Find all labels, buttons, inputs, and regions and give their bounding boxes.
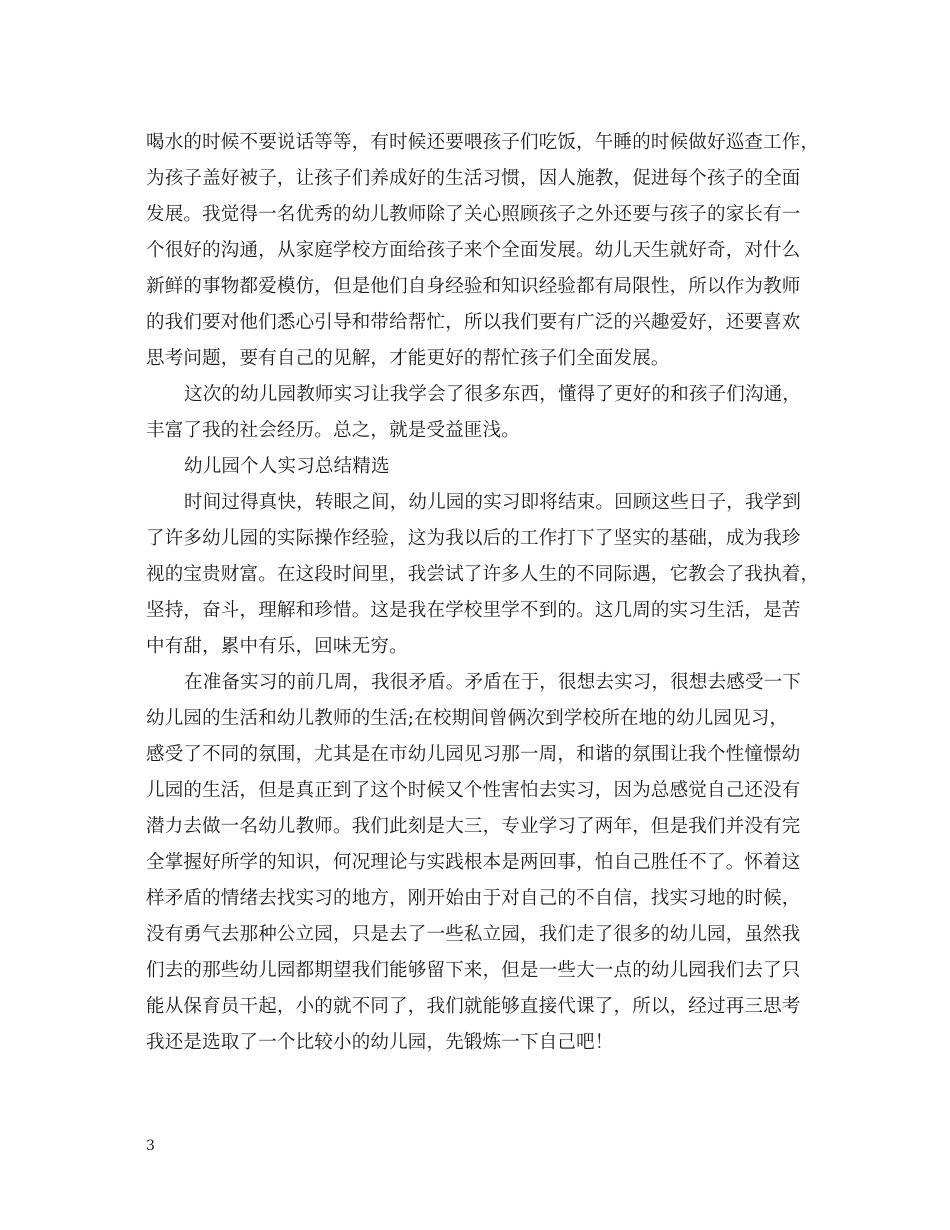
text-line: 新鲜的事物都爱模仿，但是他们自身经验和知识经验都有局限性，所以作为教师	[146, 276, 801, 297]
text-line: 样矛盾的情绪去找实习的地方，刚开始由于对自己的不自信，找实习地的时候，	[146, 888, 801, 909]
text-line: 为孩子盖好被子，让孩子们养成好的生活习惯，因人施教，促进每个孩子的全面	[146, 168, 801, 189]
text-line: 这次的幼儿园教师实习让我学会了很多东西，懂得了更好的和孩子们沟通，	[184, 384, 802, 405]
text-line: 视的宝贵财富。在这段时间里，我尝试了许多人生的不同际遇，它教会了我执着，	[146, 564, 820, 585]
text-line: 没有勇气去那种公立园，只是去了一些私立园，我们走了很多的幼儿园，虽然我	[146, 924, 801, 945]
text-line: 的我们要对他们悉心引导和带给帮忙，所以我们要有广泛的兴趣爱好，还要喜欢	[146, 312, 801, 333]
text-line: 发展。我觉得一名优秀的幼儿教师除了关心照顾孩子之外还要与孩子的家长有一	[146, 204, 801, 225]
text-line: 个很好的沟通，从家庭学校方面给孩子来个全面发展。幼儿天生就好奇，对什么	[146, 240, 801, 261]
text-line: 幼儿园的生活和幼儿教师的生活;在校期间曾俩次到学校所在地的幼儿园见习，	[146, 708, 789, 729]
text-line: 儿园的生活，但是真正到了这个时候又个性害怕去实习，因为总感觉自己还没有	[146, 780, 801, 801]
text-line: 坚持，奋斗，理解和珍惜。这是我在学校里学不到的。这几周的实习生活，是苦	[146, 600, 801, 621]
text-line: 潜力去做一名幼儿教师。我们此刻是大三，专业学习了两年，但是我们并没有完	[146, 816, 801, 837]
text-line: 了许多幼儿园的实际操作经验，这为我以后的工作打下了坚实的基础，成为我珍	[146, 528, 801, 549]
page-number: 3	[146, 1138, 155, 1154]
text-line: 时间过得真快，转眼之间，幼儿园的实习即将结束。回顾这些日子，我学到	[184, 492, 802, 513]
section-heading: 幼儿园个人实习总结精选	[184, 456, 390, 477]
text-line: 们去的那些幼儿园都期望我们能够留下来，但是一些大一点的幼儿园我们去了只	[146, 960, 801, 981]
text-line: 喝水的时候不要说话等等，有时候还要喂孩子们吃饭，午睡的时候做好巡查工作，	[146, 132, 820, 153]
text-line: 在准备实习的前几周，我很矛盾。矛盾在于，很想去实习，很想去感受一下	[184, 672, 802, 693]
text-line: 感受了不同的氛围，尤其是在市幼儿园见习那一周，和谐的氛围让我个性憧憬幼	[146, 744, 801, 765]
text-line: 全掌握好所学的知识，何况理论与实践根本是两回事，怕自己胜任不了。怀着这	[146, 852, 801, 873]
text-line: 丰富了我的社会经历。总之，就是受益匪浅。	[146, 420, 521, 441]
text-line: 我还是选取了一个比较小的幼儿园，先锻炼一下自己吧！	[146, 1032, 614, 1053]
text-line: 能从保育员干起，小的就不同了，我们就能够直接代课了，所以，经过再三思考	[146, 996, 801, 1017]
text-line: 思考问题，要有自己的见解，才能更好的帮忙孩子们全面发展。	[146, 348, 670, 369]
text-line: 中有甜，累中有乐，回味无穷。	[146, 636, 408, 657]
